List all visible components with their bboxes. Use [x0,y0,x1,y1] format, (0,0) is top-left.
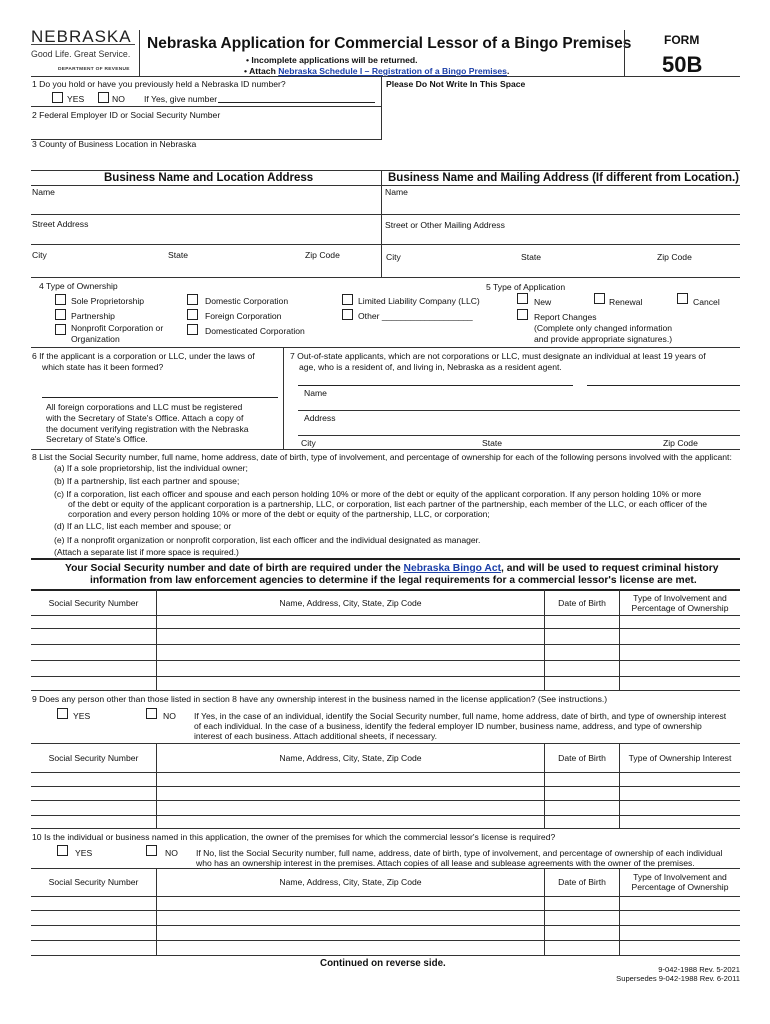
q8-row-3[interactable] [32,646,739,659]
rule [31,558,740,560]
q9-col-ssn: Social Security Number [48,753,139,763]
q10-row-4[interactable] [32,942,739,954]
ssn-notice-line2: information from law enforcement agencies to determine if the legal requirements for a commercial lessor's license are met. [90,575,697,586]
mailing-city-state-zip-field[interactable] [386,263,736,275]
q7-name-label: Name [304,388,327,398]
q10-ifno-line2: who has an ownership interest in the premises. Attach copies of all lease and sublease agreements with the owner of the premises. [196,858,695,868]
mailing-name-field[interactable] [385,198,735,212]
q9-yes-checkbox[interactable] [57,708,68,719]
form-number: 50B [662,52,703,77]
q6-line1: 6 If the applicant is a corporation or LLC, under the laws of [32,351,255,361]
q8-item-a: (a) If a sole proprietorship, list the individual owner; [54,463,248,473]
q6-note-3: the document verifying registration with the Nebraska [46,424,249,434]
rule [298,410,740,411]
other-ownership-checkbox[interactable] [342,309,353,320]
rule [31,347,740,348]
q10-row-1[interactable] [32,898,739,909]
q8-col-involvement-line1: Type of Involvement and [633,593,727,603]
location-name-field[interactable] [32,198,377,212]
logo-underline [31,44,135,45]
q9-col-dob: Date of Birth [558,753,606,763]
incomplete-notice: • Incomplete applications will be returned. [246,55,418,65]
report-changes-checkbox[interactable] [517,309,528,320]
q9-ifyes-line1: If Yes, in the case of an individual, identify the Social Security number, full name, home address, date of birth, and type of ownership interest [194,711,727,721]
q10-col-involvement-line2: Percentage of Ownership [631,882,729,892]
header-divider-right [624,30,625,76]
domesticated-corporation-checkbox[interactable] [187,324,198,335]
rule [587,385,740,386]
q9-col-name-address: Name, Address, City, State, Zip Code [279,753,422,763]
mailing-city-label: City [386,252,401,262]
q6-note-2: with the Secretary of State's Office. Attach a copy of [46,413,244,423]
rule [31,896,740,897]
q2-fein-field[interactable] [32,122,377,136]
q3-county-field[interactable] [32,152,732,166]
q1-ifyes-label: If Yes, give number [144,94,218,104]
q7-state-label: State [482,438,503,448]
q8-item-b: (b) If a partnership, list each partner and spouse; [54,476,240,486]
logo-tagline: Good Life. Great Service. [31,49,131,59]
q10-no-checkbox[interactable] [146,845,157,856]
form-label: FORM [664,33,700,47]
q9-col-ownership-type: Type of Ownership Interest [628,753,732,763]
rule [31,615,740,616]
rule [31,925,740,926]
rule [31,106,381,107]
q10-row-2[interactable] [32,912,739,924]
mailing-title: Business Name and Mailing Address (If different from Location.) [388,172,740,184]
q8-item-c-line1: (c) If a corporation, list each officer and spouse and each person holding 10% or more of the debt or equity of the applicant corporation. If any person holding 10% or more [54,489,702,499]
revision-code: 9-042-1988 Rev. 5-2021 [658,965,740,974]
office-use-label: Please Do Not Write In This Space [386,79,526,89]
q8-item-c-line2: of the debt or equity of the applicant corporation is a partnership, LLC, or corporation, list each partner of the partnership, each member of the LLC, or each officer of the [68,499,708,509]
q9-row-1[interactable] [32,774,739,785]
rule [156,743,157,828]
q10-col-ssn: Social Security Number [48,877,139,887]
q6-line2: which state has it been formed? [42,362,164,372]
sole-proprietorship-checkbox[interactable] [55,294,66,305]
rule [31,628,740,629]
location-name-label: Name [32,187,55,197]
llc-checkbox[interactable] [342,294,353,305]
location-city-label: City [32,250,47,260]
location-state-label: State [168,250,189,260]
q10-question: 10 Is the individual or business named in this application, the owner of the premises for which the commercial lessor's license is required? [32,832,556,842]
ssn-notice-suffix: , and will be used to request criminal history [501,563,719,574]
rule [31,815,740,816]
rule [31,772,740,773]
partnership-checkbox[interactable] [55,309,66,320]
q1-yes-checkbox[interactable] [52,92,63,103]
continued-note: Continued on reverse side. [320,958,446,969]
q9-no-label: NO [163,711,176,721]
q7-line2: age, who is a resident of, and living in, Nebraska as a resident agent. [299,362,562,372]
q7-name-field[interactable] [298,398,738,410]
q10-col-involvement-line1: Type of Involvement and [633,872,727,882]
q10-yes-label: YES [75,848,93,858]
q8-item-d: (d) If an LLC, list each member and spouse; or [54,521,232,531]
q8-row-4[interactable] [32,662,739,675]
office-use-divider [381,76,382,140]
rule [31,449,740,450]
q6-note-1: All foreign corporations and LLC must be registered [46,402,243,412]
location-street-label: Street Address [32,219,89,229]
partnership-label: Partnership [71,311,115,321]
location-city-state-zip-field[interactable] [32,262,377,274]
rule [298,435,740,436]
mailing-street-label: Street or Other Mailing Address [385,220,505,230]
q6-state-field[interactable] [42,397,278,398]
q9-no-checkbox[interactable] [146,708,157,719]
foreign-corporation-checkbox[interactable] [187,309,198,320]
cancel-checkbox[interactable] [677,293,688,304]
attach-suffix: . [506,66,510,76]
logo-department: DEPARTMENT OF REVENUE [58,67,130,72]
rule [31,244,740,245]
rule [31,786,740,787]
bingo-act-link[interactable]: Nebraska Bingo Act [403,563,501,574]
rule [31,800,740,801]
rule [619,743,620,828]
ssn-notice-prefix: Your Social Security number and date of birth are required under the [65,563,404,574]
rule [31,690,740,691]
q7-city-label: City [301,438,316,448]
q10-ifno-line1: If No, list the Social Security number, full name, address, date of birth, type of involvement, and percentage of ownership of each individual [196,848,723,858]
header-bottom-rule [31,76,740,77]
rule [31,955,740,956]
nonprofit-label-line1: Nonprofit Corporation or [71,323,164,333]
rule [31,676,740,677]
mailing-street-field[interactable] [385,231,735,243]
q10-yes-checkbox[interactable] [57,845,68,856]
sole-proprietorship-label: Sole Proprietorship [71,296,145,306]
q9-row-4[interactable] [32,817,739,827]
rule [31,170,740,171]
q7-zip-label: Zip Code [663,438,698,448]
domestic-corporation-label: Domestic Corporation [205,296,289,306]
q9-row-2[interactable] [32,788,739,799]
q8-col-name-address: Name, Address, City, State, Zip Code [279,598,422,608]
nonprofit-checkbox[interactable] [55,324,66,335]
q7-address-field[interactable] [298,423,738,435]
q10-no-label: NO [165,848,178,858]
nonprofit-label-line2: Organization [71,334,120,344]
q1-yes-label: YES [67,94,85,104]
q8-row-5[interactable] [32,678,739,689]
renewal-label: Renewal [609,297,643,307]
rule [31,185,740,186]
rule [31,660,740,661]
section6-7-divider [283,347,284,449]
logo-wordmark: NEBRASKA [31,27,132,46]
renewal-checkbox[interactable] [594,293,605,304]
q1-nebraska-id: 1 Do you hold or have you previously held a Nebraska ID number? [32,79,286,89]
q10-col-name-address: Name, Address, City, State, Zip Code [279,877,422,887]
rule [31,828,740,829]
report-changes-note-1: (Complete only changed information [534,323,673,333]
q8-row-2[interactable] [32,630,739,643]
q9-row-3[interactable] [32,802,739,814]
attach-prefix: • Attach [244,66,279,76]
q6-note-4: Secretary of State's Office. [46,434,148,444]
rule [31,644,740,645]
q2-fein-label: 2 Federal Employer ID or Social Security Number [32,110,221,120]
new-application-label: New [534,297,552,307]
location-zip-label: Zip Code [305,250,340,260]
q10-row-3[interactable] [32,927,739,939]
ssn-notice-line1 [65,563,718,574]
mailing-zip-label: Zip Code [657,252,692,262]
supersedes-code: Supersedes 9-042-1988 Rev. 6-2011 [616,974,740,983]
mailing-state-label: State [521,252,542,262]
q8-col-ssn: Social Security Number [48,598,139,608]
q1-no-label: NO [112,94,125,104]
q1-id-number-field[interactable] [218,102,375,103]
q4-ownership-title: 4 Type of Ownership [39,281,118,291]
q8-intro: 8 List the Social Security number, full name, home address, date of birth, type of involvement, and percentage of ownership for each of the following persons involved with the applicant: [32,452,732,462]
other-ownership-label: Other ___________________ [358,311,473,321]
rule [31,277,740,278]
schedule-i-link[interactable]: Nebraska Schedule I – Registration of a Bingo Premises [278,66,507,76]
q5-application-title: 5 Type of Application [486,282,566,292]
llc-label: Limited Liability Company (LLC) [358,296,480,306]
domestic-corporation-checkbox[interactable] [187,294,198,305]
q7-address-label: Address [304,413,336,423]
q8-col-involvement [620,590,740,616]
q9-yes-label: YES [73,711,91,721]
rule [31,910,740,911]
domesticated-corporation-label: Domesticated Corporation [205,326,305,336]
header-divider-left [139,30,140,76]
q8-col-involvement-line2: Percentage of Ownership [631,603,729,613]
rule [544,743,545,828]
rule [31,940,740,941]
q7-line1: 7 Out-of-state applicants, which are not corporations or LLC, must designate an individual at least 19 years of [290,351,706,361]
q3-county-label: 3 County of Business Location in Nebraska [32,139,197,149]
q9-question: 9 Does any person other than those listed in section 8 have any ownership interest in the business named in the license application? (See instructions.) [32,694,608,704]
q9-ifyes-line2: of each individual. In the case of a business, identify the federal employer ID number, business name, address, and type of ownership [194,721,702,731]
q10-col-involvement [620,869,740,895]
q8-attach-note: (Attach a separate list if more space is required.) [54,547,239,557]
address-divider [381,170,382,277]
rule [31,214,740,215]
attach-schedule-notice [244,66,509,76]
q8-col-dob: Date of Birth [558,598,606,608]
report-changes-note-2: and provide appropriate signatures.) [534,334,673,344]
location-title: Business Name and Location Address [104,172,314,184]
location-street-field[interactable] [32,230,377,243]
foreign-corporation-label: Foreign Corporation [205,311,282,321]
mailing-name-label: Name [385,187,408,197]
q10-col-dob: Date of Birth [558,877,606,887]
new-application-checkbox[interactable] [517,293,528,304]
q8-item-c-line3: corporation and every person holding 10% or more of the debt or equity of the partnership, LLC, or corporation; [68,509,490,519]
cancel-label: Cancel [693,297,720,307]
q8-row-1[interactable] [32,617,739,627]
q8-item-e: (e) If a nonprofit organization or nonprofit corporation, list each officer and the individual designated as manager. [54,535,481,545]
report-changes-label: Report Changes [534,312,597,322]
rule [298,385,573,386]
form-title: Nebraska Application for Commercial Lessor of a Bingo Premises [147,35,632,52]
q1-no-checkbox[interactable] [98,92,109,103]
q9-ifyes-line3: interest of each business. Attach additional sheets, if necessary. [194,731,437,741]
rule [31,743,740,744]
